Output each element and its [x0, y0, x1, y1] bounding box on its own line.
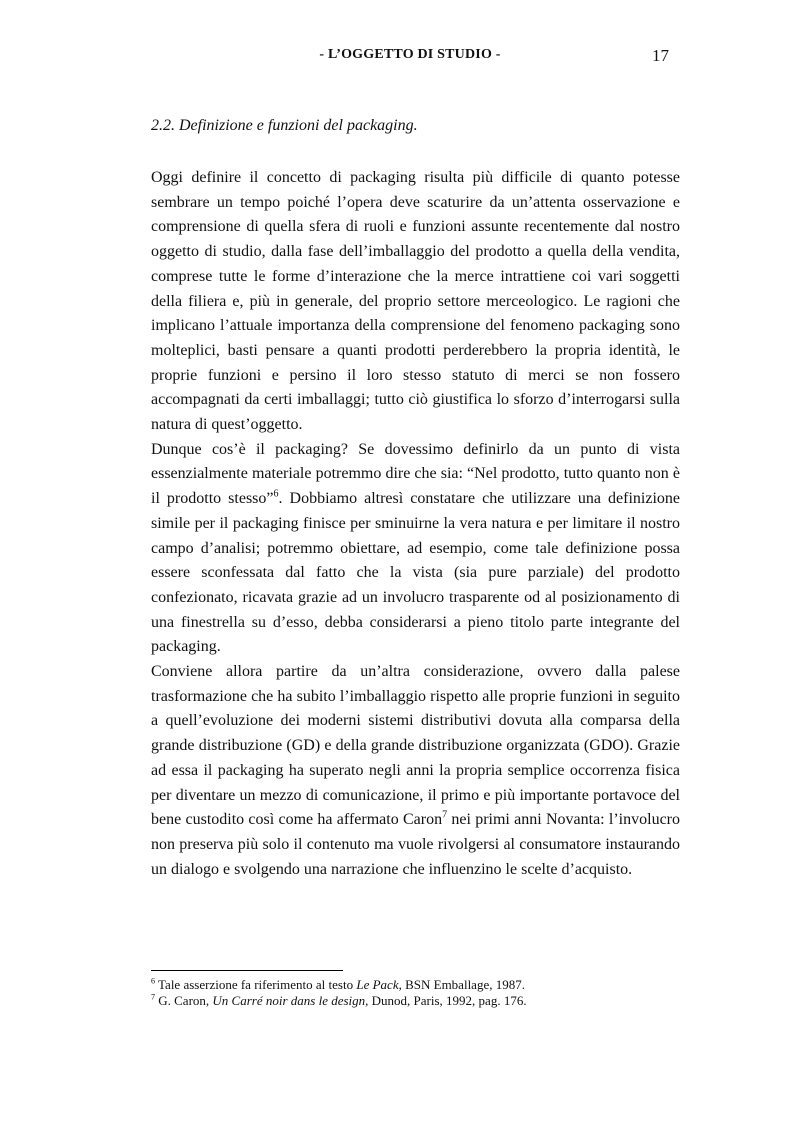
page-number: 17 [652, 46, 669, 65]
paragraph-3-text-a: Conviene allora partire da un’altra considerazione, ovvero dalla palese trasformazione che ha subito l’imballaggio rispetto alle proprie funzioni in seguito a quell’evoluzione dei moderni sistemi distributivi dovuta alla comparsa della grande distribuzione (GD) e della grande distribuzione organizzata (GDO). Grazie ad essa il packaging ha superato negli anni la propria semplice occorrenza fisica per diventare un mezzo di comunicazione, il primo e più importante portavoce del bene custodito così come ha affermato Caron [151, 663, 680, 829]
footnote-6 [151, 977, 680, 993]
paragraph-2 [151, 438, 680, 660]
section-title: 2.2. Definizione e funzioni del packaging. [151, 117, 418, 134]
footnote-text: G. Caron, [155, 993, 213, 1008]
footnote-separator [151, 970, 343, 971]
paragraph-3-text-b: nei primi anni Novanta: l’involucro non preserva più solo il contenuto ma vuole rivolgersi al consumatore instaurando un dialogo e svolgendo una narrazione che influenzino le scelte d’acquisto. [151, 811, 681, 878]
running-header: - L’OGGETTO DI STUDIO - [319, 47, 501, 62]
footnote-7 [151, 993, 680, 1009]
body-text [151, 166, 680, 882]
footnote-ref-7: 7 [442, 809, 448, 821]
footnote-work-title: Le Pack [356, 977, 399, 992]
paragraph-1: Oggi definire il concetto di packaging risulta più difficile di quanto potesse sembrare un tempo poiché l’opera deve scaturire da un’attenta osservazione e comprensione di quella sfera di ruoli e funzioni assunte recentemente dal nostro oggetto di studio, dalla fase dell’imballaggio del prodotto a quella della vendita, comprese tutte le forme d’interazione che la merce intrattiene coi vari soggetti della filiera e, più in generale, del proprio settore merceologico. Le ragioni che implicano l’attuale importanza della comprensione del fenomeno packaging sono molteplici, basti pensare a quanti prodotti perderebbero la propria identità, le proprie funzioni e persino il loro stesso statuto di merci se non fossero accompagnati da certi imballaggi; tutto ciò giustifica lo sforzo d’interrogarsi sulla natura di quest’oggetto. [151, 169, 680, 434]
footnote-work-title: Un Carré noir dans le design [212, 993, 366, 1008]
footnote-text: , Dunod, Paris, 1992, pag. 176. [365, 993, 527, 1008]
footnote-text: Tale asserzione fa riferimento al testo [155, 977, 357, 992]
footnote-number: 6 [151, 976, 155, 986]
footnote-ref-6: 6 [273, 488, 279, 500]
footnote-number: 7 [151, 992, 155, 1002]
footnotes [151, 977, 680, 1009]
paragraph-2-text-b: . Dobbiamo altresì constatare che utilizzare una definizione simile per il packaging finisce per sminuirne la vera natura e per limitare il nostro campo d’analisi; potremmo obiettare, ad esempio, come tale definizione possa essere sconfessata dal fatto che la vista (sia pure parziale) del prodotto confezionato, ricavata grazie ad un involucro trasparente od al posizionamento di una finestrella su d’esso, debba considerarsi a pieno titolo parte integrante del packaging. [151, 490, 680, 656]
paragraph-2-text-a: Dunque cos’è il packaging? Se dovessimo definirlo da un punto di vista essenzialmente materiale potremmo dire che sia: “Nel prodotto, tutto quanto non è il prodotto stesso” [151, 440, 680, 508]
footnote-text: , BSN Emballage, 1987. [398, 977, 525, 992]
paragraph-3 [151, 660, 680, 882]
